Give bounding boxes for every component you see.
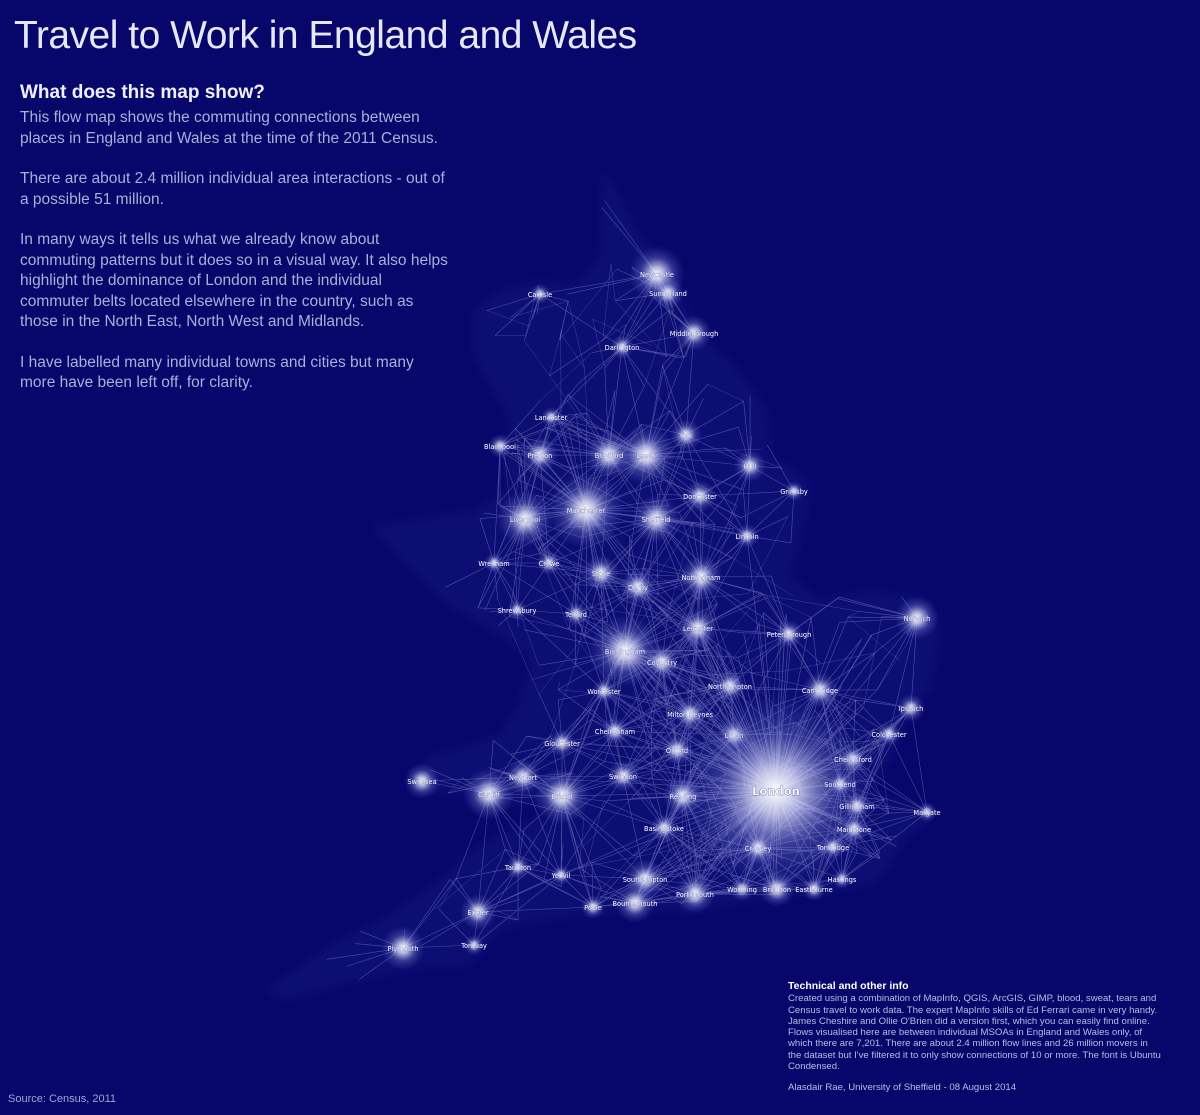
city-label: Liverpool — [509, 516, 541, 524]
intro-paragraph: In many ways it tells us what we already know about commuting patterns but it does so in a visual way. It also helps highlight the dominance of London and the individual commuter belts located elsewhere in the country, such as those in the North East, North West and Midlands. — [20, 231, 448, 330]
city-label: Worcester — [587, 688, 621, 696]
city-label: Lincoln — [735, 533, 759, 541]
city-label: Crawley — [744, 845, 772, 853]
city-label: Torquay — [461, 942, 487, 950]
city-label: Newcastle — [640, 271, 674, 279]
city-label: Leeds — [636, 452, 656, 460]
city-label: Taunton — [504, 864, 532, 872]
city-label: Tonbridge — [816, 844, 850, 852]
city-label: Darlington — [604, 344, 640, 352]
city-label: Coventry — [647, 659, 677, 667]
city-label: Cardiff — [478, 791, 500, 799]
city-label: Northampton — [708, 683, 752, 691]
city-label: Lancaster — [534, 414, 568, 422]
city-label: Luton — [724, 732, 744, 740]
city-label: Stoke — [591, 570, 611, 578]
city-label: Worthing — [727, 886, 757, 894]
city-label: Reading — [669, 793, 697, 801]
city-label: Derby — [628, 584, 648, 592]
intro-heading: What does this map show? — [20, 82, 265, 103]
city-label: Leicester — [683, 625, 713, 633]
city-label: Southend — [824, 781, 856, 789]
city-label: Crewe — [538, 560, 560, 568]
city-label: Peterborough — [766, 631, 812, 639]
city-label: Bournemouth — [612, 900, 658, 908]
author-credit: Alasdair Rae, University of Sheffield - 08 August 2014 — [788, 1082, 1017, 1094]
city-label: Yeovil — [551, 872, 571, 880]
intro-paragraph: I have labelled many individual towns and cities but many more have been left off, for clarity. — [20, 353, 414, 391]
city-label: Norwich — [903, 615, 931, 623]
city-label: Swansea — [407, 778, 437, 786]
city-label: Middlesbrough — [669, 330, 719, 338]
intro-paragraph: There are about 2.4 million individual area interactions - out of a possible 51 million. — [20, 170, 445, 208]
city-label: Basingstoke — [644, 825, 684, 833]
city-label: Gillingham — [839, 803, 875, 811]
technical-info — [788, 981, 1163, 1094]
city-label: Shrewsbury — [497, 607, 537, 615]
technical-body: Created using a combination of MapInfo, QGIS, ArcGIS, GIMP, blood, sweat, tears and Census travel to work data. The expert MapInfo skills of Ed Ferrari came in very handy. James Cheshire and Ollie O'Brien did a version first, which you can easily find online. Flows visualised here are between individual MSOAs in England and Wales only, of which there are 7,201. There are about 2.4 million flow lines and 26 million movers in the dataset but I've filtered it to only show connections of 10 or more. The font is Ubuntu Condensed. — [788, 993, 1161, 1073]
city-label: Portsmouth — [676, 891, 714, 899]
city-label: Birmingham — [604, 648, 646, 656]
city-label: Bristol — [551, 793, 573, 801]
city-label: Cheltenham — [594, 728, 636, 736]
city-label: Carlisle — [527, 291, 553, 299]
city-label: Chelmsford — [834, 756, 872, 764]
map-title: Travel to Work in England and Wales — [14, 14, 637, 57]
city-label: York — [679, 432, 693, 440]
city-label: Eastbourne — [795, 886, 833, 894]
city-label: Doncaster — [683, 493, 717, 501]
intro-paragraph: This flow map shows the commuting connections between places in England and Wales at the time of the 2011 Census. — [20, 109, 438, 147]
city-label: Gloucester — [544, 740, 580, 748]
source-note: Source: Census, 2011 — [8, 1093, 117, 1105]
city-label: Hastings — [827, 876, 857, 884]
city-label: Swindon — [609, 773, 637, 781]
city-label: Colchester — [871, 731, 907, 739]
city-label: Margate — [913, 809, 941, 817]
city-label: Ipswich — [898, 705, 924, 713]
city-label: Hull — [743, 463, 757, 471]
city-label: Sheffield — [641, 516, 671, 524]
city-label: Preston — [527, 452, 553, 460]
city-label: Nottingham — [681, 574, 721, 582]
city-label: Oxford — [665, 747, 689, 755]
city-label: Plymouth — [387, 945, 419, 953]
city-label: Southampton — [622, 876, 668, 884]
city-label: Milton Keynes — [667, 711, 713, 719]
city-label: Grimsby — [780, 488, 808, 496]
city-label: Cambridge — [801, 687, 839, 695]
city-label: Manchester — [566, 507, 606, 515]
city-label: London — [752, 784, 800, 798]
city-label: Sunderland — [649, 290, 687, 298]
city-label: Maidstone — [836, 826, 872, 834]
technical-heading: Technical and other info — [788, 980, 909, 992]
city-label: Brighton — [762, 886, 792, 894]
city-label: Newport — [509, 774, 537, 782]
city-label: Exeter — [467, 909, 489, 917]
city-label: Telford — [565, 611, 587, 619]
city-label: Wrexham — [478, 560, 510, 568]
city-label: Blackpool — [484, 443, 516, 451]
city-label: Poole — [584, 904, 602, 912]
city-label: Bradford — [594, 452, 624, 460]
